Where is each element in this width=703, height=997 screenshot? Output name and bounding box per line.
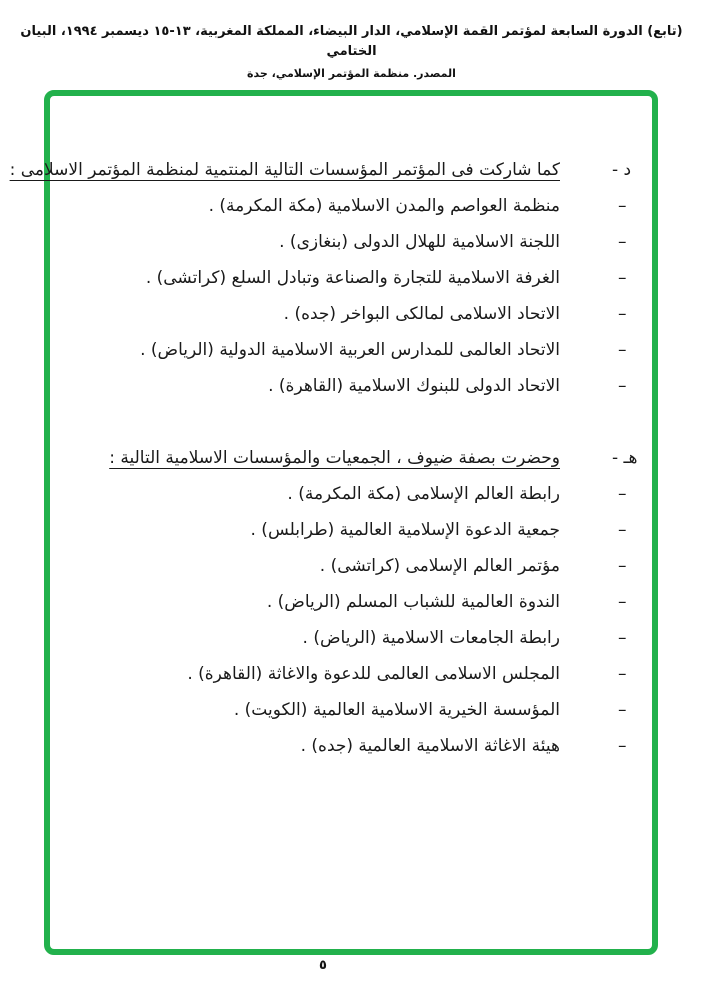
list-item-text: الغرفة الاسلامية للتجارة والصناعة وتبادل السلع (كراتشى) . [145,268,560,288]
header-source-line: المصدر. منظمة المؤتمر الإسلامي، جدة [247,67,456,80]
list-item [74,628,652,664]
section-ha-marker: هـ - [612,448,638,468]
list-dash: – [618,700,627,720]
list-item [74,736,652,772]
list-item [74,304,652,340]
list-item-text: الاتحاد الدولى للبنوك الاسلامية (القاهرة) . [268,376,560,396]
page-number: ٥ [319,958,327,973]
list-item [74,340,652,376]
section-ha-heading: وحضرت بصفة ضيوف ، الجمعيات والمؤسسات الاسلامية التالية : [109,448,560,468]
section-dal [9,160,652,412]
list-dash: – [618,304,627,324]
list-dash: – [618,736,627,756]
list-dash: – [618,232,627,252]
list-item-text: الاتحاد العالمى للمدارس العربية الاسلامية الدولية (الرياض) . [140,340,560,360]
list-item-text: رابطة الجامعات الاسلامية (الرياض) . [302,628,560,648]
list-item-text: الاتحاد الاسلامى لمالكى البواخر (جده) . [283,304,560,324]
list-item-text: هيئة الاغاثة الاسلامية العالمية (جده) . [300,736,560,756]
section-dal-heading-row [9,160,652,190]
section-ha [74,448,652,772]
list-item [74,376,652,412]
content-frame [9,90,658,955]
list-item-text: الندوة العالمية للشباب المسلم (الرياض) . [266,592,560,612]
list-dash: – [618,592,627,612]
list-dash: – [618,664,627,684]
section-dal-marker: د - [612,160,632,180]
list-dash: – [618,376,627,396]
section-ha-heading-row [74,448,652,478]
list-item [74,484,652,520]
header-title-line: (تابع) الدورة السابعة لمؤتمر القمة الإسلامي، الدار البيضاء، المملكة المغربية، ١٣-١٥ ديسمبر ١٩٩٤، البيان الختامي [20,24,683,59]
list-item [74,232,652,268]
list-item-text: اللجنة الاسلامية للهلال الدولى (بنغازى) . [279,232,560,252]
list-dash: – [618,196,627,216]
list-item [74,592,652,628]
list-dash: – [618,520,627,540]
list-item [74,700,652,736]
list-item [74,196,652,232]
list-item [74,520,652,556]
section-dal-heading: كما شاركت فى المؤتمر المؤسسات التالية المنتمية لمنظمة المؤتمر الاسلامى : [9,160,560,180]
list-dash: – [618,556,627,576]
list-item [74,268,652,304]
document-header [20,22,683,80]
list-dash: – [618,484,627,504]
list-item [74,556,652,592]
list-item-text: جمعية الدعوة الإسلامية العالمية (طرابلس) . [250,520,560,540]
list-dash: – [618,340,627,360]
list-item-text: المؤسسة الخيرية الاسلامية العالمية (الكويت) . [233,700,560,720]
list-item-text: منظمة العواصم والمدن الاسلامية (مكة المكرمة) . [208,196,560,216]
list-item [74,664,652,700]
list-item-text: رابطة العالم الإسلامى (مكة المكرمة) . [287,484,560,504]
list-item-text: المجلس الاسلامى العالمى للدعوة والاغاثة (القاهرة) . [187,664,560,684]
list-item-text: مؤتمر العالم الإسلامى (كراتشى) . [319,556,560,576]
list-dash: – [618,628,627,648]
list-dash: – [618,268,627,288]
